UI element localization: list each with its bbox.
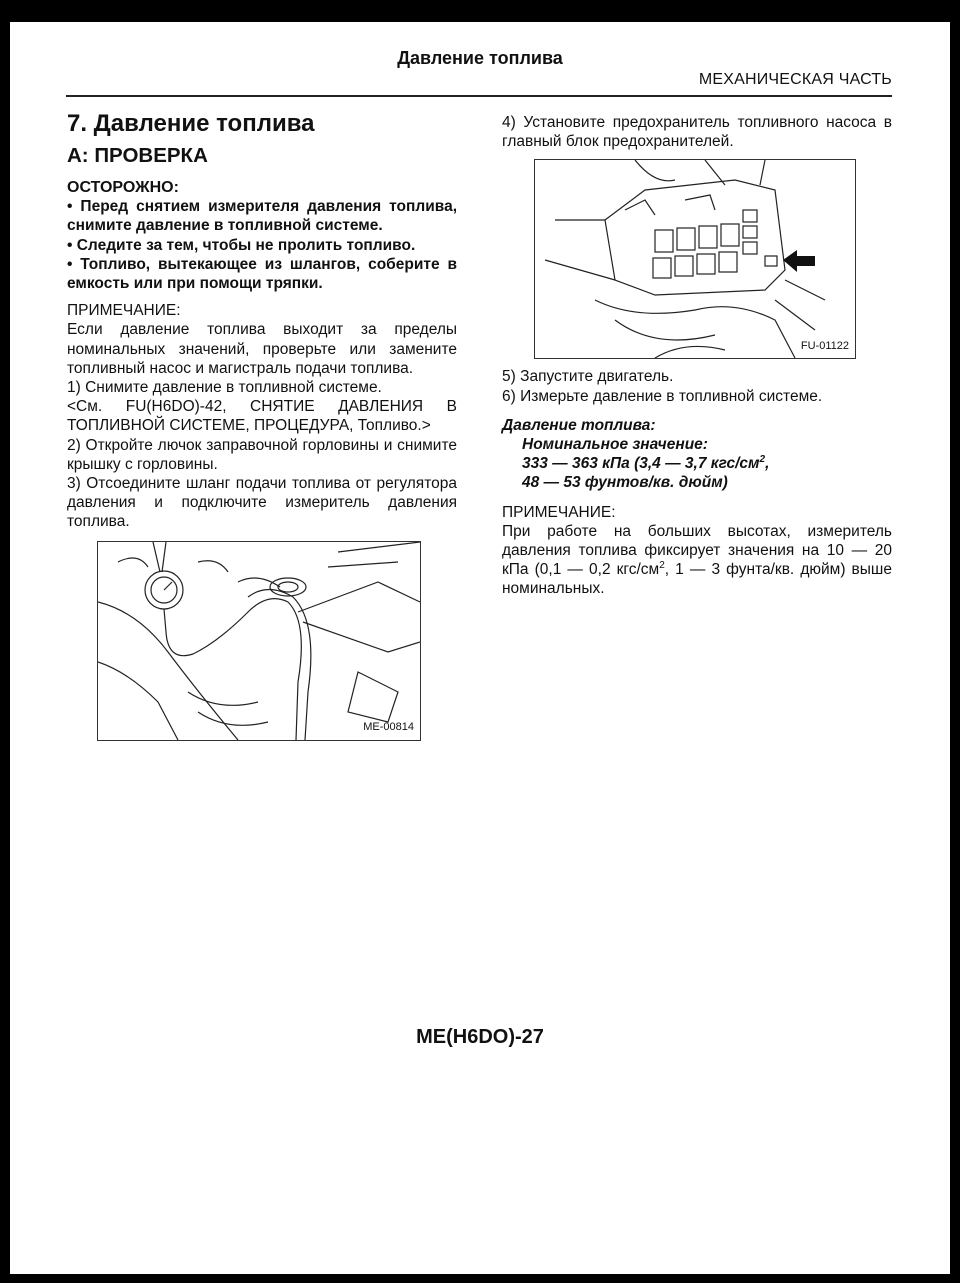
manual-page (10, 22, 950, 1274)
step-5: 5) Запустите двигатель. (502, 368, 674, 386)
step-3: 3) Отсоедините шланг подачи топлива от регулятора давления и подключите измеритель давления топлива. (67, 475, 457, 531)
page-header-section: МЕХАНИЧЕСКАЯ ЧАСТЬ (698, 71, 892, 88)
caution-item: • Топливо, вытекающее из шлангов, соберите в емкость или при помощи тряпки. (67, 255, 457, 293)
note-text: При работе на больших высотах, измеритель давления топлива фиксирует значения на 10 — 20 кПа (0,1 — 0,2 кгс/$см^2$, 1 — 3 фунта/кв. дюйм) выше номинальных. (502, 522, 892, 598)
spec-value-kpa: 333 — 363 кПа (3,4 — 3,7 кгс/$см^2$, (522, 454, 770, 473)
fuse-box-illustration (534, 159, 856, 359)
caution-title: ОСТОРОЖНО: (67, 179, 179, 196)
header-divider (66, 95, 892, 97)
fuel-gauge-illustration (97, 541, 421, 741)
page-header-title: Давление топлива (397, 48, 563, 68)
right-column (502, 113, 892, 599)
note-text: Если давление топлива выходит за пределы номинальных значений, проверьте или замените топливный насос и магистраль подачи топлива. (67, 321, 457, 377)
section-heading: 7. Давление топлива (67, 110, 315, 137)
step-6: 6) Измерьте давление в топливной системе. (502, 387, 823, 405)
step-1: 1) Снимите давление в топливной системе. (67, 379, 382, 397)
fuse-box-drawing (535, 160, 855, 358)
step-4: 4) Установите предохранитель топливного насоса в главный блок предохранителей. (502, 114, 892, 151)
figure-code: FU-01122 (800, 340, 849, 353)
spec-nominal-label: Номинальное значение: (522, 436, 708, 454)
spec-value-psi: 48 — 53 фунтов/кв. дюйм) (522, 474, 728, 492)
step-2: 2) Откройте лючок заправочной горловины и снимите крышку с горловины. (67, 436, 457, 473)
note-title: ПРИМЕЧАНИЕ: (67, 302, 181, 320)
figure-code: ME-00814 (363, 721, 414, 734)
fuel-gauge-drawing (98, 542, 420, 740)
caution-item: • Следите за тем, чтобы не пролить топливо. (67, 236, 416, 254)
caution-item: • Перед снятием измерителя давления топлива, снимите давление в топливной системе. (67, 198, 457, 235)
page-number: ME(H6DO)-27 (416, 1026, 544, 1048)
fuel-pressure-spec (502, 416, 892, 493)
spec-title: Давление топлива: (502, 416, 656, 434)
left-column (67, 108, 457, 741)
step-1-reference: <См. FU(H6DO)-42, СНЯТИЕ ДАВЛЕНИЯ В ТОПЛИВНОЙ СИСТЕМЕ, ПРОЦЕДУРА, Топливо.> (67, 398, 457, 435)
note-title: ПРИМЕЧАНИЕ: (502, 503, 616, 521)
subsection-heading: A: ПРОВЕРКА (67, 144, 208, 167)
